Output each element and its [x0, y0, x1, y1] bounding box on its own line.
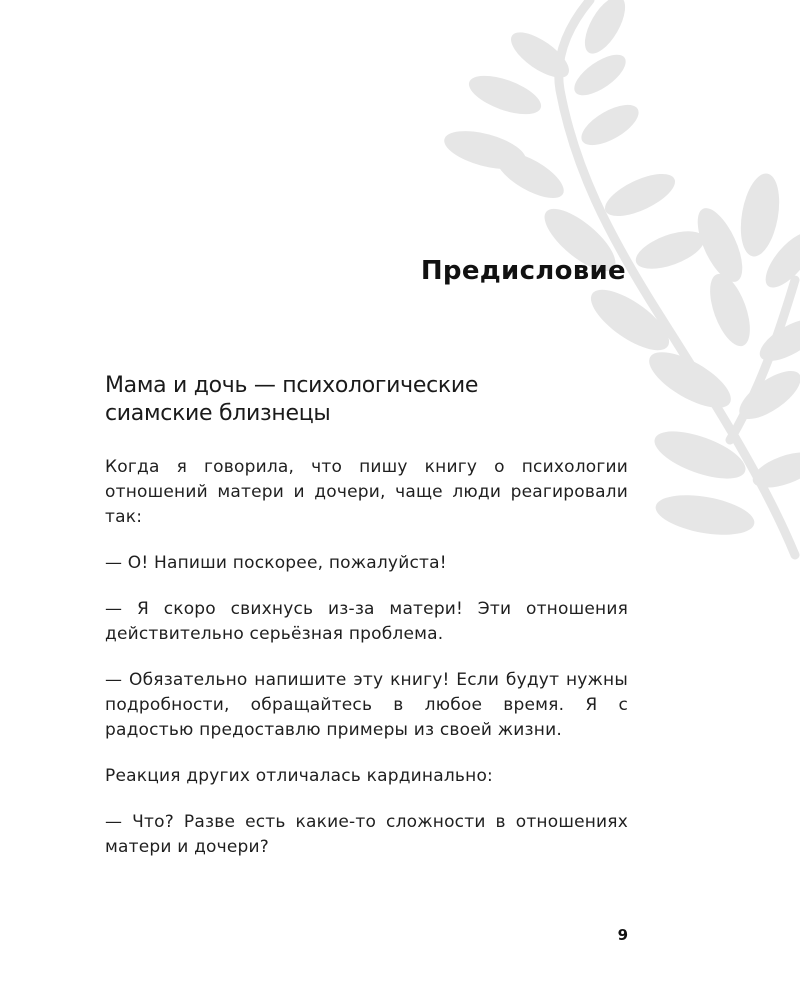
paragraph: Когда я говорила, что пишу книгу о психологии отношений матери и дочери, чаще люди реагировали так:: [105, 457, 628, 527]
paragraph: Реакция других отличалась кардинально:: [105, 766, 493, 786]
section-title-line1: Мама и дочь — психологические: [105, 373, 479, 398]
paragraph: — Обязательно напишите эту книгу! Если будут нужны подробности, обращайтесь в любое время. Я с радостью предоставлю примеры из своей жизни.: [105, 670, 628, 740]
body-text: [105, 455, 628, 881]
page-number: 9: [617, 926, 628, 944]
section-title-line2: сиамские близнецы: [105, 401, 331, 426]
paragraph: — Я скоро свихнусь из-за матери! Эти отношения действительно серьёзная проблема.: [105, 599, 628, 644]
paragraph: — О! Напиши поскорее, пожалуйста!: [105, 553, 447, 573]
section-title: [105, 372, 565, 428]
paragraph: — Что? Разве есть какие-то сложности в отношениях матери и дочери?: [105, 812, 628, 857]
chapter-title: Предисловие: [420, 256, 626, 286]
